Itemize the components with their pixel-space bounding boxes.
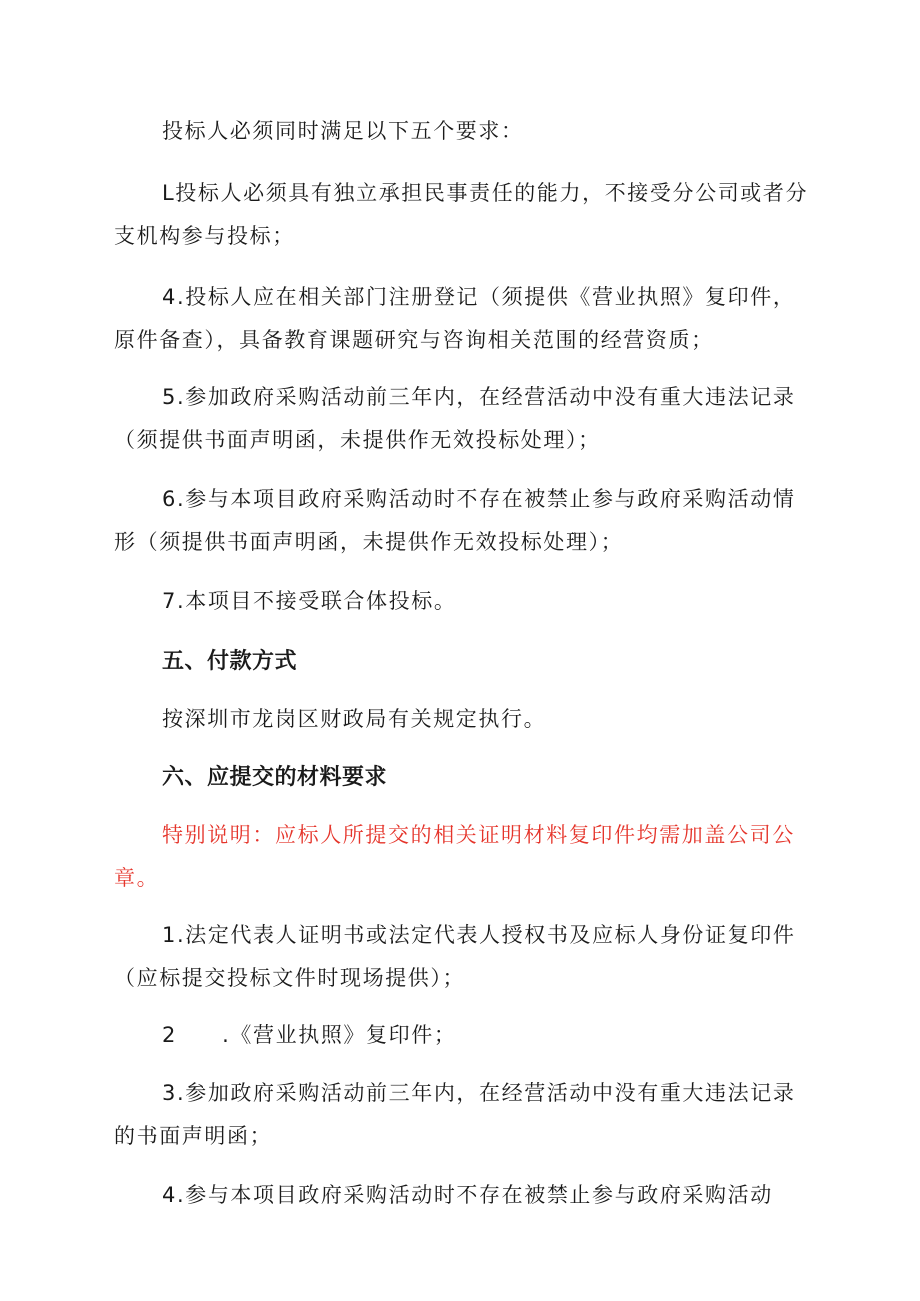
intro-paragraph: 投标人必须同时满足以下五个要求： (162, 119, 524, 143)
requirement-4: 4.投标人应在相关部门注册登记（须提供《营业执照》复印件，原件备查），具备教育课题研究与咨询相关范围的经营资质； (114, 285, 796, 352)
section-5-heading: 五、付款方式 (162, 649, 298, 674)
requirement-5: 5.参加政府采购活动前三年内，在经营活动中没有重大违法记录（须提供书面声明函，未提供作无效投标处理）； (114, 385, 796, 452)
requirement-6: 6.参与本项目政府采购活动时不存在被禁止参与政府采购活动情形（须提供书面声明函，未提供作无效投标处理）； (114, 487, 796, 554)
requirement-7: 7.本项目不接受联合体投标。 (162, 589, 457, 613)
section-5-body: 按深圳市龙岗区财政局有关规定执行。 (162, 707, 547, 731)
material-item-4: 4.参与本项目政府采购活动时不存在被禁止参与政府采购活动 (162, 1183, 773, 1207)
requirement-1: L投标人必须具有独立承担民事责任的能力，不接受分公司或者分支机构参与投标； (114, 181, 809, 248)
special-note: 特别说明：应标人所提交的相关证明材料复印件均需加盖公司公章。 (114, 823, 795, 890)
section-6-heading: 六、应提交的材料要求 (162, 765, 388, 790)
material-item-1: 1.法定代表人证明书或法定代表人授权书及应标人身份证复印件（应标提交投标文件时现场提供）； (114, 923, 796, 990)
material-item-3: 3.参加政府采购活动前三年内，在经营活动中没有重大违法记录的书面声明函； (114, 1081, 796, 1148)
material-item-2: 2 .《营业执照》复印件； (162, 1023, 457, 1047)
